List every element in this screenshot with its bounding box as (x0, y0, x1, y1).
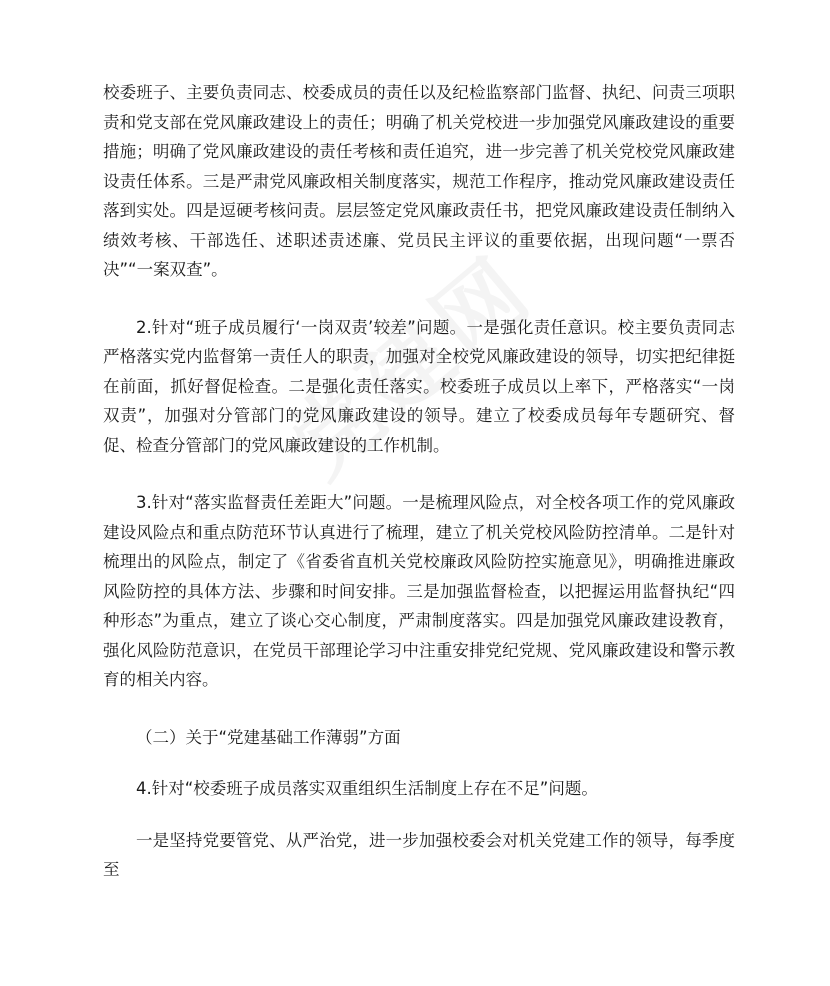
paragraph-item-2: 2.针对“班子成员履行‘一岗双责’较差”问题。一是强化责任意识。校主要负责同志严格落实党内监督第一责任人的职责，加强对全校党风廉政建设的领导，切实把纪律挺在前面，抓好督促检查。二是强化责任落实。校委班子成员以上率下，严格落实“一岗双责”，加强对分管部门的党风廉政建设的领导。建立了校委成员每年专题研究、督促、检查分管部门的党风廉政建设的工作机制。 (103, 317, 735, 455)
section-heading: （二）关于“党建基础工作薄弱”方面 (136, 727, 401, 747)
document-body (103, 78, 735, 885)
paragraph-item-4: 4.针对“校委班子成员落实双重组织生活制度上存在不足”问题。 (136, 779, 598, 798)
paragraph-item-3: 3.针对“落实监督责任差距大”问题。一是梳理风险点，对全校各项工作的党风廉政建设风险点和重点防范环节认真进行了梳理，建立了机关党校风险防控清单。二是针对梳理出的风险点，制定了《省委省直机关党校廉政风险防控实施意见》，明确推进廉政风险防控的具体方法、步骤和时间安排。三是加强监督检查，以把握运用监督执纪“四种形态”为重点，建立了谈心交心制度，严肃制度落实。四是加强党风廉政建设教育，强化风险防范意识，在党员干部理论学习中注重安排党纪党规、党风廉政建设和警示教育的相关内容。 (103, 493, 735, 689)
paragraph-continuation: 校委班子、主要负责同志、校委成员的责任以及纪检监察部门监督、执纪、问责三项职责和党支部在党风廉政建设上的责任；明确了机关党校进一步加强党风廉政建设的重要措施；明确了党风廉政建设的责任考核和责任追究，进一步完善了机关党校党风廉政建设责任体系。三是严肃党风廉政相关制度落实，规范工作程序，推动党风廉政建设责任落到实处。四是逗硬考核问责。层层签定党风廉政责任书，把党风廉政建设责任制纳入绩效考核、干部选任、述职述责述廉、党员民主评议的重要依据，出现问题“一票否决”“一案双查”。 (103, 83, 735, 279)
paragraph-item-4-detail: 一是坚持党要管党、从严治党，进一步加强校委会对机关党建工作的领导，每季度至 (103, 830, 735, 879)
